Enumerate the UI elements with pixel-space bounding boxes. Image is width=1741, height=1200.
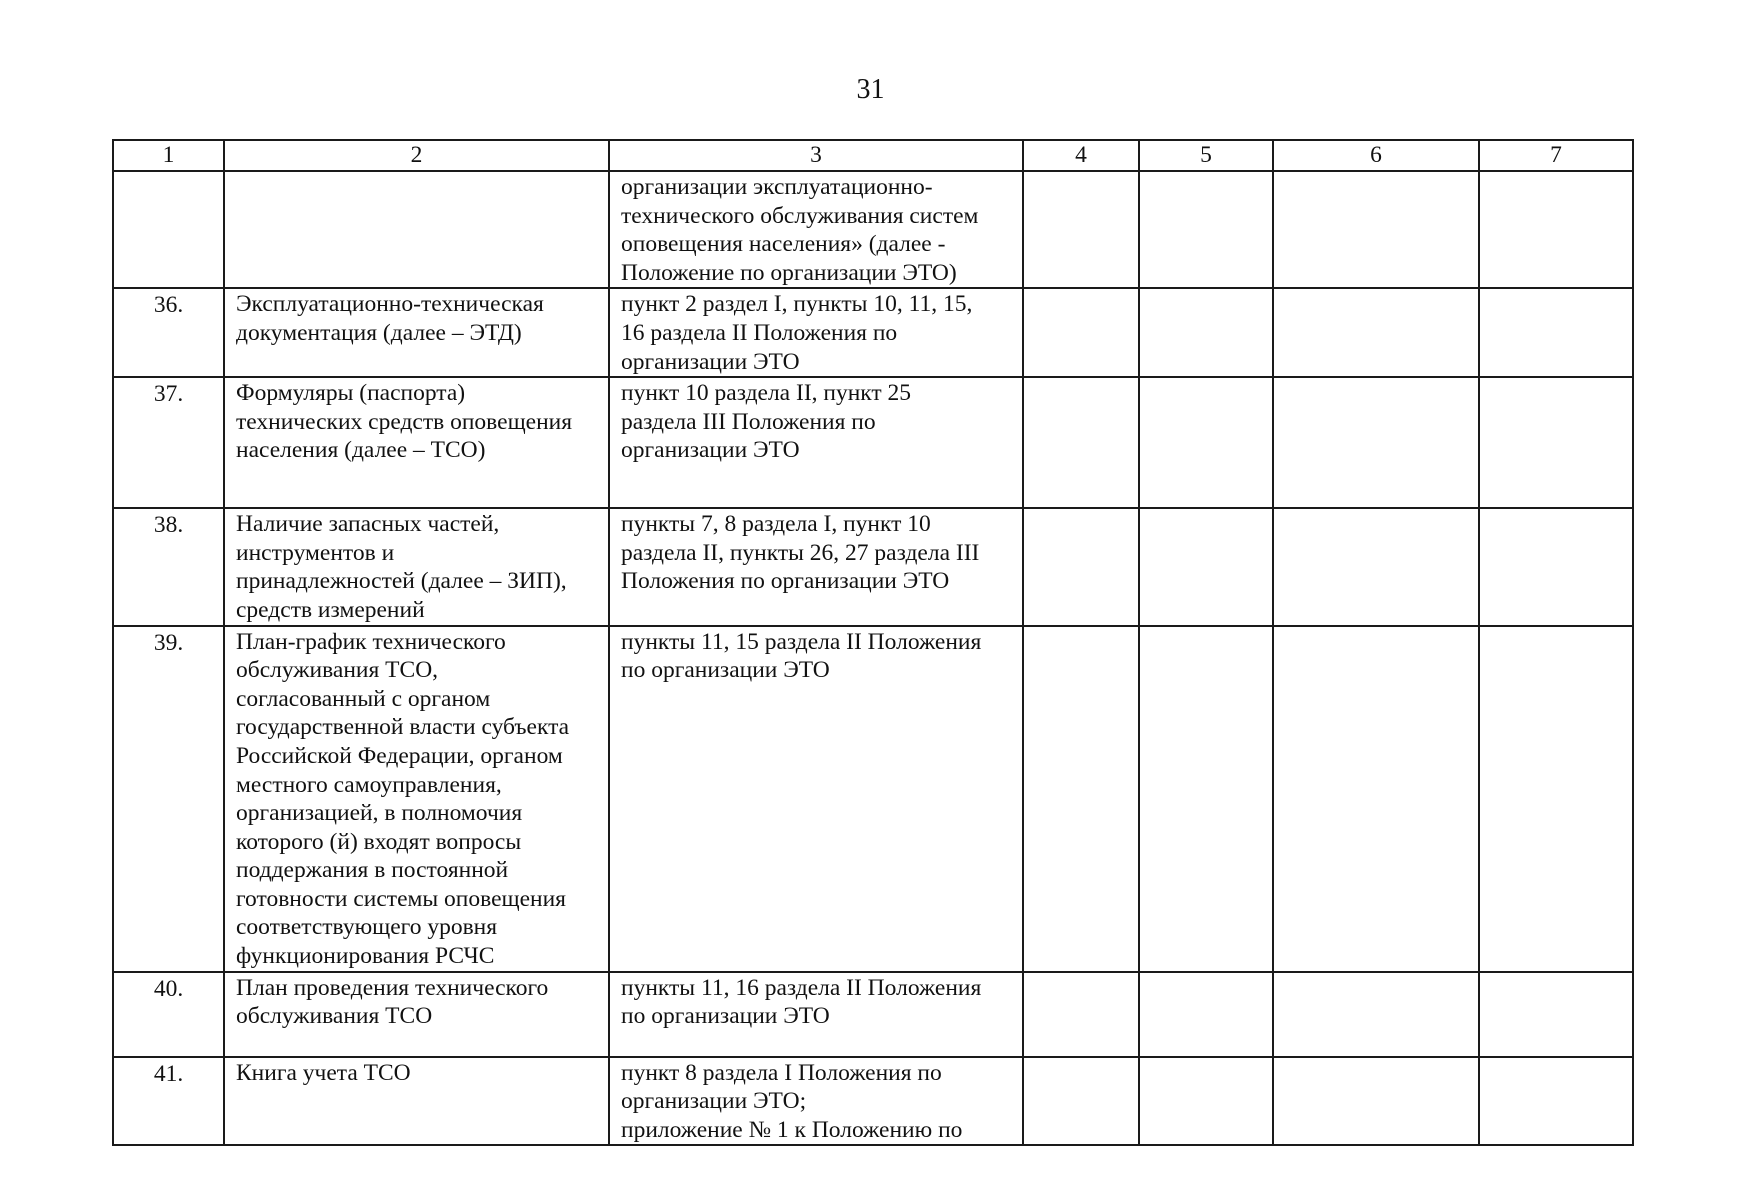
table-row-39	[113, 626, 1633, 972]
row-reference-cell: пункт 10 раздела II, пункт 25 раздела III Положения по организации ЭТО	[609, 377, 1023, 508]
row-cell-4	[1023, 972, 1139, 1057]
row-number-cell: 36.	[113, 288, 224, 377]
column-header-5: 5	[1139, 140, 1273, 171]
row-reference-cell: пункты 11, 15 раздела II Положения по организации ЭТО	[609, 626, 1023, 972]
table-row-38	[113, 508, 1633, 625]
row-cell-6	[1273, 972, 1479, 1057]
column-header-4: 4	[1023, 140, 1139, 171]
row-cell-4	[1023, 508, 1139, 625]
column-header-3: 3	[609, 140, 1023, 171]
row-cell-6	[1273, 377, 1479, 508]
row-name-cell: Формуляры (паспорта) технических средств оповещения населения (далее – ТСО)	[224, 377, 609, 508]
row-name-cell	[224, 171, 609, 288]
inspection-table	[112, 139, 1634, 1146]
row-cell-5	[1139, 171, 1273, 288]
row-cell-7	[1479, 171, 1633, 288]
column-header-1: 1	[113, 140, 224, 171]
row-number-cell: 37.	[113, 377, 224, 508]
row-cell-4	[1023, 1057, 1139, 1146]
table-header-row	[113, 140, 1633, 171]
row-name-cell: План проведения технического обслуживания ТСО	[224, 972, 609, 1057]
page-number: 31	[856, 74, 885, 105]
row-cell-5	[1139, 377, 1273, 508]
row-cell-5	[1139, 508, 1273, 625]
row-number-cell: 41.	[113, 1057, 224, 1146]
row-number-cell: 39.	[113, 626, 224, 972]
row-reference-cell: пункты 11, 16 раздела II Положения по организации ЭТО	[609, 972, 1023, 1057]
row-cell-7	[1479, 972, 1633, 1057]
row-cell-6	[1273, 288, 1479, 377]
row-cell-5	[1139, 626, 1273, 972]
row-number-cell	[113, 171, 224, 288]
row-cell-7	[1479, 508, 1633, 625]
row-number-cell: 38.	[113, 508, 224, 625]
row-cell-7	[1479, 288, 1633, 377]
row-cell-7	[1479, 626, 1633, 972]
row-cell-5	[1139, 1057, 1273, 1146]
row-cell-4	[1023, 626, 1139, 972]
row-number-cell: 40.	[113, 972, 224, 1057]
row-cell-5	[1139, 288, 1273, 377]
table-row-37	[113, 377, 1633, 508]
row-cell-6	[1273, 626, 1479, 972]
column-header-6: 6	[1273, 140, 1479, 171]
row-reference-cell: пункт 2 раздел I, пункты 10, 11, 15, 16 раздела II Положения по организации ЭТО	[609, 288, 1023, 377]
table-row-36	[113, 288, 1633, 377]
row-cell-6	[1273, 1057, 1479, 1146]
row-cell-4	[1023, 377, 1139, 508]
row-cell-4	[1023, 288, 1139, 377]
row-cell-6	[1273, 508, 1479, 625]
row-reference-cell: пункт 8 раздела I Положения по организации ЭТО; приложение № 1 к Положению по	[609, 1057, 1023, 1146]
row-name-cell: Эксплуатационно-техническая документация (далее – ЭТД)	[224, 288, 609, 377]
table-row-41	[113, 1057, 1633, 1146]
row-cell-4	[1023, 171, 1139, 288]
column-header-2: 2	[224, 140, 609, 171]
row-cell-5	[1139, 972, 1273, 1057]
row-cell-6	[1273, 171, 1479, 288]
row-name-cell: План-график технического обслуживания ТСО, согласованный с органом государственной власти субъекта Российской Федерации, органом местного самоуправления, организацией, в полномочия которого (й) входят вопросы поддержания в постоянной готовности системы оповещения соответствующего уровня функционирования РСЧС	[224, 626, 609, 972]
table-row-continuation	[113, 171, 1633, 288]
column-header-7: 7	[1479, 140, 1633, 171]
row-name-cell: Книга учета ТСО	[224, 1057, 609, 1146]
row-cell-7	[1479, 377, 1633, 508]
row-reference-cell: организации эксплуатационно- технического обслуживания систем оповещения населения» (далее - Положение по организации ЭТО)	[609, 171, 1023, 288]
row-reference-cell: пункты 7, 8 раздела I, пункт 10 раздела II, пункты 26, 27 раздела III Положения по организации ЭТО	[609, 508, 1023, 625]
row-name-cell: Наличие запасных частей, инструментов и принадлежностей (далее – ЗИП), средств измерений	[224, 508, 609, 625]
table-row-40	[113, 972, 1633, 1057]
row-cell-7	[1479, 1057, 1633, 1146]
